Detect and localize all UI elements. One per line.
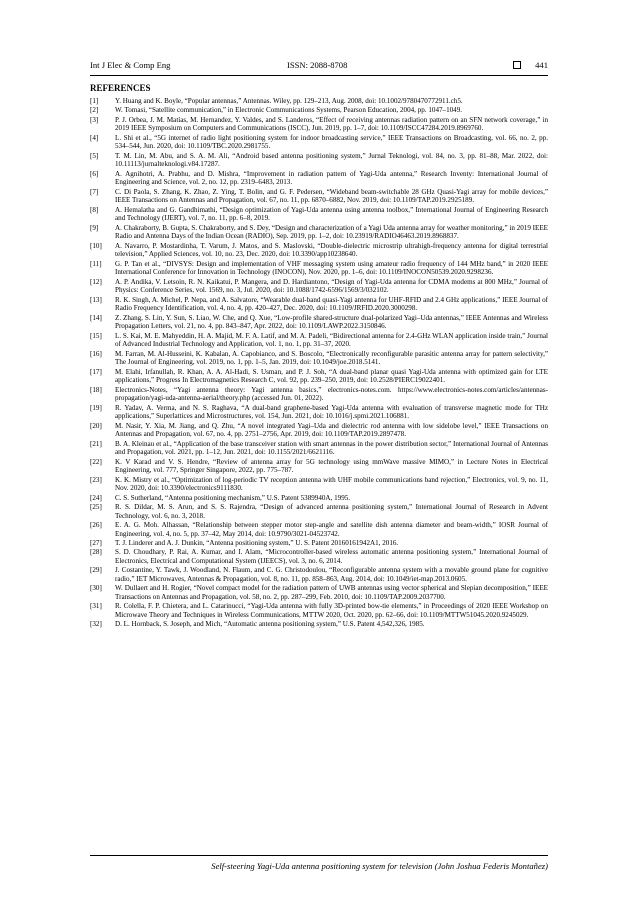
reference-text: M. Nasir, Y. Xia, M. Jiang, and Q. Zhu, “A novel integrated Yagi–Uda and dielectric rod antenna with low sidelobe level,” IEEE Transactions on Antennas and Propagation, vol. 67, no. 4, pp. 2751–2756, Apr. 2019, doi: 10.1109/TAP.2019.2897478. — [115, 421, 548, 439]
reference-text: A. Chakraborty, B. Gupta, S. Chakraborty, and S. Dey, “Design and characterization of a Yagi Uda antenna array for weather monitoring,” in 2019 IEEE Radio and Antenna Days of the Indian Ocean (RADIO), Sep. 2019, pp. 1–2, doi: 10.23919/RADIO46463.2019.8968837. — [115, 223, 548, 241]
reference-number: [16] — [90, 349, 102, 358]
reference-text: K. K. Mistry et al., “Optimization of log-periodic TV reception antenna with UHF mobile communications band rejection,” Electronics, vol. 9, no. 11, Nov. 2020, doi: 10.3390/electronics9111830. — [115, 475, 548, 493]
reference-number: [13] — [90, 295, 102, 304]
reference-item — [90, 116, 548, 134]
reference-item — [90, 296, 548, 314]
reference-item — [90, 548, 548, 566]
reference-text: W. Dullaert and H. Rogier, “Novel compact model for the radiation pattern of UWB antennas using vector spherical and Slepian decomposition,” IEEE Transactions on Antennas and Propagation, vol. 58, no. 2, pp. 287–299, Feb. 2010, doi: 10.1109/TAP.2009.2037700. — [115, 584, 548, 601]
reference-text: A. Navarro, P. Mostardinha, T. Varum, J. Matos, and S. Maslovski, “Double-dielectric microstrip ultrahigh-frequency antenna for digital terrestrial television,” Applied Sciences, vol. 10, no. 23, Dec. 2020, doi: 10.3390/app10238640. — [115, 241, 548, 259]
references-heading: REFERENCES — [90, 83, 151, 93]
reference-number: [23] — [90, 475, 102, 484]
reference-number: [21] — [90, 439, 102, 448]
reference-number: [2] — [90, 106, 99, 115]
page-header — [90, 60, 548, 74]
reference-number: [18] — [90, 385, 102, 394]
reference-text: M. Elahi, Irfanullah, R. Khan, A. A. Al-Hadi, S. Usman, and P. J. Soh, “A dual-band planar quasi Yagi-Uda antenna with optimized gain for LTE applications,” Progress In Electromagnetics Research C, vol. 92, pp. 239–250, 2019, doi: 10.2528/PIERC19022401. — [115, 367, 548, 385]
footer-divider — [90, 855, 548, 856]
reference-text: B. A. Kleinau et al., “Application of the base transceiver station with smart antennas in the power distribution sector,” International Journal of Antennas and Propagation, vol. 2021, pp. 1–12, Jun. 2021, doi: 10.1155/2021/6621116. — [115, 439, 548, 457]
reference-item — [90, 278, 548, 296]
reference-text: W. Tomasi, “Satellite communication,” in Electronic Communications Systems, Pearson Education, 2004, pp. 1047–1049. — [115, 106, 463, 115]
reference-item — [90, 314, 548, 332]
reference-number: [12] — [90, 277, 102, 286]
reference-item — [90, 206, 548, 224]
reference-number: [19] — [90, 403, 102, 412]
reference-number: [30] — [90, 584, 102, 592]
reference-text: Z. Zhang, S. Lin, Y. Sun, S. Liao, W. Che, and Q. Xue, “Low-profile shared-structure dual-polarized Yagi–Uda antennas,” IEEE Antennas and Wireless Propagation Letters, vol. 21, no. 4, pp. 843–847, Apr. 2022, doi: 10.1109/LAWP.2022.3150846. — [115, 313, 548, 331]
reference-number: [22] — [90, 457, 102, 466]
journal-name: Int J Elec & Comp Eng — [90, 60, 171, 70]
reference-number: [9] — [90, 223, 99, 232]
reference-text: C. S. Sutherland, “Antenna positioning mechanism,” U.S. Patent 5389940A, 1995. — [115, 493, 351, 502]
header-divider — [90, 75, 548, 76]
reference-item — [90, 620, 548, 629]
reference-number: [26] — [90, 520, 102, 529]
page-number: 441 — [535, 60, 548, 70]
reference-number: [28] — [90, 548, 102, 556]
reference-text: K. V Karad and V. S. Hendre, “Review of antenna array for 5G technology using mmWave massive MIMO,” in Lecture Notes in Electrical Engineering, vol. 777, Springer Singapore, 2022, pp. 775–787. — [115, 457, 548, 475]
reference-text: L. S. Kai, M. E. Mahyeddin, H. A. Majid, M. F. A. Latif, and M. A. Padeli, “Bidirectional antenna for 2.4-GHz WLAN application inside train,” Journal of Advanced Industrial Technology and Application, vol. 1, no. 1, pp. 31–37, 2020. — [115, 331, 548, 349]
reference-text: M. Farran, M. Al-Husseini, K. Kabalan, A. Capobianco, and S. Boscolo, “Electronically reconfigurable parasitic antenna array for pattern selectivity,” The Journal of Engineering, vol. 2019, no. 1, pp. 1–5, Jan. 2019, doi: 10.1049/joe.2018.5141. — [115, 349, 548, 367]
page-footer: Self-steering Yagi-Uda antenna positioning system for television (John Joshua Federis Montañez) — [211, 861, 548, 871]
reference-item — [90, 106, 548, 115]
reference-item — [90, 188, 548, 206]
reference-number: [1] — [90, 97, 99, 105]
reference-text: L. Shi et al., “5G internet of radio light positioning system for indoor broadcasting service,” IEEE Transactions on Broadcasting, vol. 66, no. 2, pp. 534–544, Jun. 2020, doi: 10.1109/TBC.2020.2981755. — [115, 133, 548, 151]
reference-text: T. J. Linderer and A. J. Dunkin, “Antenna positioning system,” U. S. Patent 20160161942A1, 2016. — [115, 538, 399, 547]
reference-text: S. D. Choudhary, P. Rai, A. Kumar, and I. Alam, “Microcontroller-based wireless automatic antenna positioning system,” International Journal of Electronics, Electrical and Computational System (IJEECS), vol. 3, no. 6, 2014. — [115, 548, 548, 565]
reference-item — [90, 332, 548, 350]
page-number-group — [513, 60, 548, 70]
reference-number: [7] — [90, 187, 99, 196]
reference-item — [90, 584, 548, 602]
reference-item — [90, 539, 548, 548]
reference-number: [27] — [90, 538, 102, 547]
reference-item — [90, 260, 548, 278]
reference-number: [17] — [90, 367, 102, 376]
reference-text: R. Yadav, A. Verma, and N. S. Raghava, “A dual-band graphene-based Yagi-Uda antenna with evaluation of transverse magnetic mode for THz applications,” Superlattices and Microstructures, vol. 154, Jun. 2021, doi: 10.1016/j.spmi.2021.106881. — [115, 403, 548, 421]
reference-text: D. L. Hornback, S. Joseph, and Mich, “Automatic antenna positioning system,” U.S. Patent 4,542,326, 1985. — [115, 620, 425, 628]
reference-number: [20] — [90, 421, 102, 430]
reference-text: R. Colella, F. P. Chietera, and L. Catarinucci, “Yagi-Uda antenna with fully 3D-printed bow-tie elements,” in Proceedings of 2020 IEEE Workshop on Microwave Theory and Techniques in Wireless Communications, MTTW 2020, Oct. 2020, pp. 62–66, doi: 10.1109/MTTW51045.2020.9245029. — [115, 602, 548, 619]
reference-text: Electronics-Notes, “Yagi antenna theory: Yagi antenna basics,” electronics-notes.com. https://www.electronics-notes.com/articles/antennas-propagation/yagi-uda-antenna-aerial/theory.php (accessed Jun. 01, 2022). — [115, 385, 548, 403]
reference-item — [90, 368, 548, 386]
reference-item — [90, 134, 548, 152]
reference-number: [6] — [90, 169, 99, 178]
reference-text: R. S. Dildar, M. S. Arun, and S. S. Rajendra, “Design of advanced antenna positioning system,” International Journal of Research in Advent Technology, vol. 6, no. 3, 2018. — [115, 502, 548, 520]
reference-text: G. P. Tan et al., “DIVSYS: Design and implementation of VHF messaging system using amateur radio frequency of 144 MHz band,” in 2020 IEEE International Conference for Innovation in Technology (INOCON), Nov. 2020, pp. 1–6, doi: 10.1109/INOCON50539.2020.9298236. — [115, 259, 548, 277]
reference-text: Y. Huang and K. Boyle, “Popular antennas,” Antennas. Wiley, pp. 129–213, Aug. 2008, doi: 10.1002/9780470772911.ch5. — [115, 97, 463, 105]
reference-item — [90, 404, 548, 422]
reference-number: [32] — [90, 620, 102, 628]
reference-number: [10] — [90, 241, 102, 250]
reference-number: [8] — [90, 205, 99, 214]
reference-number: [24] — [90, 493, 102, 502]
reference-text: P. J. Orbea, J. M. Matías, M. Hernandez, Y. Valdes, and S. Landeros, “Effect of receiving antennas radiation pattern on an SFN network coverage,” in 2019 IEEE Symposium on Computers and Communications (ISCC), Jun. 2019, pp. 1–7, doi: 10.1109/ISCC47284.2019.8969760. — [115, 115, 548, 133]
reference-item — [90, 386, 548, 404]
reference-item — [90, 458, 548, 476]
reference-list — [90, 97, 548, 629]
reference-item — [90, 440, 548, 458]
reference-text: R. K. Singh, A. Michel, P. Nepa, and A. Salvatore, “Wearable dual-band quasi-Yagi antenna for UHF-RFID and 2.4 GHz applications,” IEEE Journal of Radio Frequency Identification, vol. 4, no. 4, pp. 420–427, Dec. 2020, doi: 10.1109/JRFID.2020.3000298. — [115, 295, 548, 313]
reference-item — [90, 422, 548, 440]
reference-number: [31] — [90, 602, 102, 610]
reference-item — [90, 566, 548, 584]
reference-text: E. A. G. Moh. Alhassan, “Relationship between stepper motor step-angle and satellite dish antenna diameter and beam-width,” IOSR Journal of Engineering, vol. 4, no. 5, pp. 37–42, May 2014, doi: 10.9790/3021-04523742. — [115, 520, 548, 538]
reference-number: [14] — [90, 313, 102, 322]
issn: ISSN: 2088-8708 — [287, 60, 348, 70]
reference-item — [90, 97, 548, 106]
reference-text: T. M. Lin, M. Abu, and S. A. M. Ali, “Android based antenna positioning system,” Jurnal Teknologi, vol. 84, no. 3, pp. 81–88, Mar. 2022, doi: 10.11113/jurnalteknologi.v84.17287. — [115, 151, 548, 169]
reference-item — [90, 350, 548, 368]
square-icon — [513, 61, 521, 69]
reference-number: [3] — [90, 115, 99, 124]
reference-item — [90, 494, 548, 503]
reference-number: [25] — [90, 502, 102, 511]
reference-number: [5] — [90, 151, 99, 160]
reference-text: J. Costantine, Y. Tawk, J. Woodland, N. Flaum, and C. G. Christodoulou, “Reconfigurable antenna system with a movable ground plane for cognitive radio,” IET Microwaves, Antennas & Propagation, vol. 8, no. 11, pp. 858–863, Aug. 2014, doi: 10.1049/iet-map.2013.0605. — [115, 566, 548, 583]
reference-text: A. Agnihotri, A. Prabhu, and D. Mishra, “Improvement in radiation pattern of Yagi-Uda antenna,” Research Inventy: International Journal of Engineering and Science, vol. 2, no. 12, pp. 2319–6483, 2013. — [115, 169, 548, 187]
reference-number: [29] — [90, 566, 102, 574]
reference-text: A. P. Andika, V. Letsoin, R. N. Kaikatui, P. Mangera, and D. Hardiantono, “Design of Yagi-Uda antenna for CDMA modems at 800 MHz,” Journal of Physics: Conference Series, vol. 1569, no. 3, Jul. 2020, doi: 10.1088/1742-6596/1569/3/032102. — [115, 277, 548, 295]
reference-item — [90, 224, 548, 242]
reference-item — [90, 152, 548, 170]
reference-item — [90, 503, 548, 521]
reference-item — [90, 476, 548, 494]
reference-item — [90, 521, 548, 539]
reference-item — [90, 170, 548, 188]
reference-item — [90, 242, 548, 260]
reference-text: C. Di Paola, S. Zhang, K. Zhao, Z. Ying, T. Bolin, and G. F. Pedersen, “Wideband beam-switchable 28 GHz Quasi-Yagi array for mobile devices,” IEEE Transactions on Antennas and Propagation, vol. 67, no. 11, pp. 6870–6882, Nov. 2019, doi: 10.1109/TAP.2019.2925189. — [115, 187, 548, 205]
reference-number: [15] — [90, 331, 102, 340]
reference-text: A. Hemalatha and G. Gandhimathi, “Design optimization of Yagi-Uda antenna using antenna toolbox,” International Journal of Engineering Research and Technology (IJERT), vol. 7, no. 11, pp. 6–8, 2019. — [115, 205, 548, 223]
reference-number: [11] — [90, 259, 102, 268]
reference-item — [90, 602, 548, 620]
reference-number: [4] — [90, 133, 99, 142]
